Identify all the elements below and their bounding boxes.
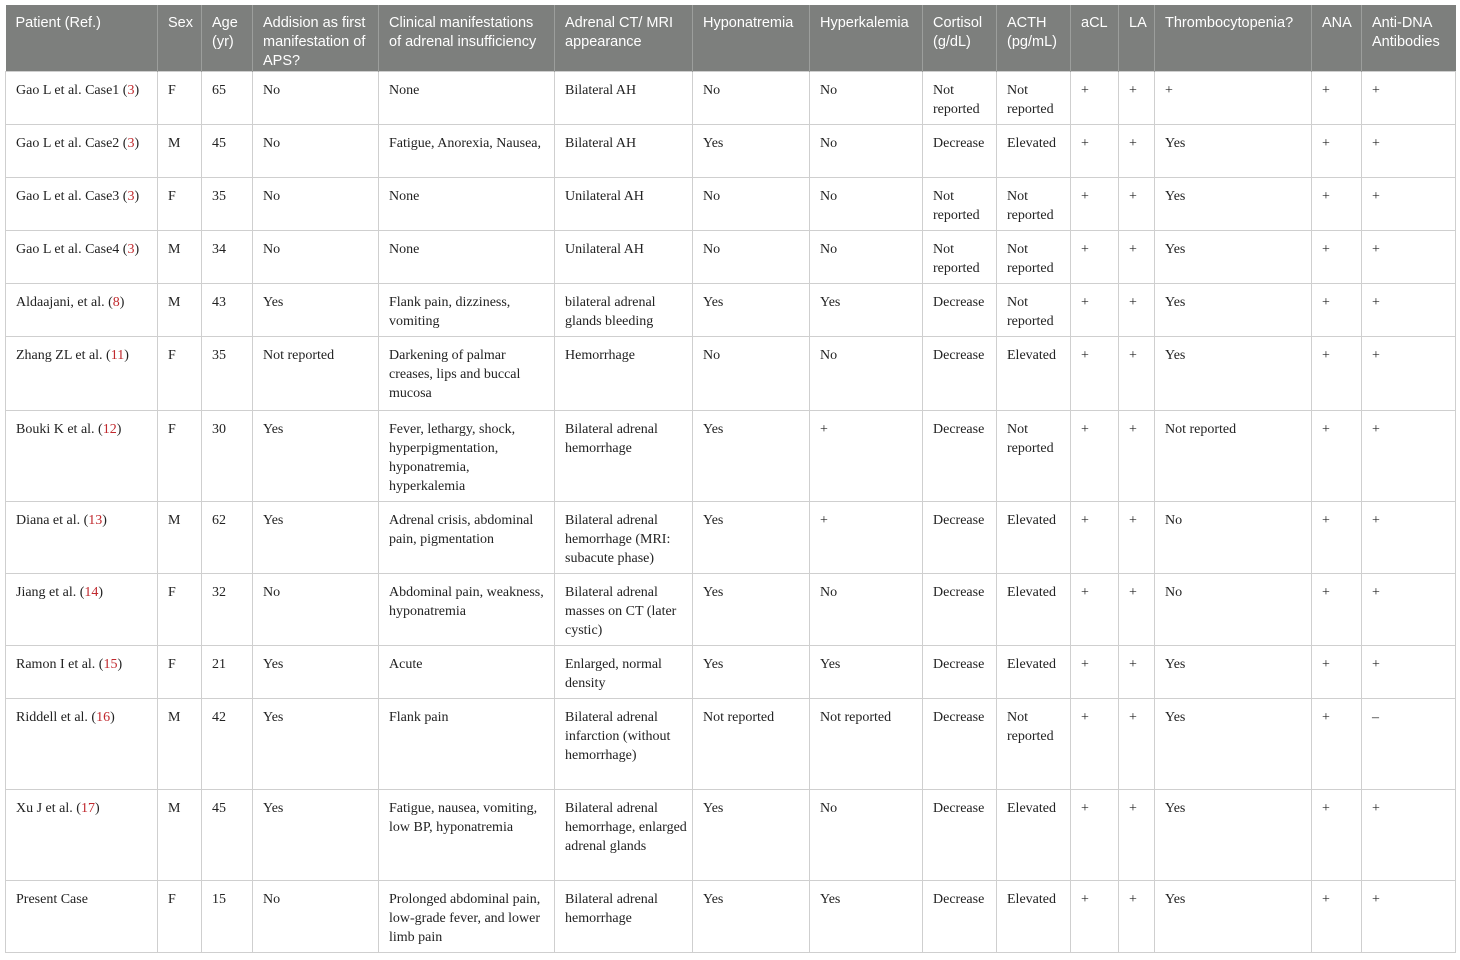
column-header: Sex [158, 5, 202, 72]
reference-close-paren: ) [134, 83, 140, 98]
table-cell: Not reported [997, 284, 1071, 337]
table-cell: + [1362, 72, 1456, 125]
reference-link[interactable]: 16 [96, 710, 111, 725]
table-cell: None [379, 72, 555, 125]
table-cell: Yes [253, 502, 379, 574]
table-cell: Unilateral AH [555, 178, 693, 231]
column-header: Adrenal CT/ MRI appearance [555, 5, 693, 72]
table-cell: F [158, 72, 202, 125]
table-cell: Yes [253, 284, 379, 337]
table-cell: Darkening of palmar creases, lips and buccal mucosa [379, 337, 555, 411]
table-cell: Not reported [997, 72, 1071, 125]
table-cell: + [1155, 72, 1312, 125]
patient-cell [6, 284, 158, 337]
table-cell: + [1312, 337, 1362, 411]
table-cell: + [1312, 72, 1362, 125]
table-cell: Yes [810, 284, 923, 337]
table-cell: Elevated [997, 646, 1071, 699]
table-cell: + [1312, 125, 1362, 178]
patient-name: Gao L et al. Case1 ( [16, 83, 128, 98]
table-cell: + [1071, 231, 1119, 284]
reference-close-paren: ) [110, 710, 115, 725]
table-cell: None [379, 231, 555, 284]
table-cell: Yes [810, 881, 923, 953]
table-cell: No [810, 178, 923, 231]
table-cell: + [1071, 72, 1119, 125]
case-comparison-table [5, 5, 1456, 953]
table-cell: Not reported [923, 72, 997, 125]
patient-name: Ramon I et al. ( [16, 657, 104, 672]
table-cell: + [1071, 790, 1119, 881]
table-row [6, 178, 1456, 231]
table-cell: + [810, 411, 923, 502]
table-cell: 45 [202, 790, 253, 881]
table-cell: Yes [810, 646, 923, 699]
table-cell: Yes [1155, 337, 1312, 411]
table-cell: Decrease [923, 284, 997, 337]
table-cell: Elevated [997, 790, 1071, 881]
table-cell: No [693, 72, 810, 125]
table-header-row [6, 5, 1456, 72]
table-cell: Bilateral adrenal masses on CT (later cystic) [555, 574, 693, 646]
reference-close-paren: ) [116, 422, 122, 437]
reference-close-paren: ) [134, 242, 140, 257]
table-cell: + [1119, 881, 1155, 953]
table-cell: + [1312, 881, 1362, 953]
column-header: Anti-DNA Antibodies [1362, 5, 1456, 72]
table-cell: bilateral adrenal glands bleeding [555, 284, 693, 337]
table-cell: + [1071, 574, 1119, 646]
table-cell: Elevated [997, 502, 1071, 574]
patient-name: Aldaajani, et al. ( [16, 295, 113, 310]
table-cell: Decrease [923, 411, 997, 502]
table-cell: + [1119, 125, 1155, 178]
table-cell: Not reported [810, 699, 923, 790]
table-cell: + [1119, 411, 1155, 502]
table-cell: + [1119, 790, 1155, 881]
reference-link[interactable]: 14 [84, 585, 99, 600]
table-body [6, 72, 1456, 953]
column-header: LA [1119, 5, 1155, 72]
table-cell: Yes [1155, 125, 1312, 178]
table-cell: + [1071, 411, 1119, 502]
table-cell: No [810, 231, 923, 284]
table-cell: + [1312, 790, 1362, 881]
table-cell: F [158, 574, 202, 646]
table-cell: + [1362, 502, 1456, 574]
table-cell: Elevated [997, 337, 1071, 411]
table-cell: No [810, 574, 923, 646]
table-cell: + [1071, 337, 1119, 411]
column-header: Hyperkalemia [810, 5, 923, 72]
table-cell: 21 [202, 646, 253, 699]
table-row [6, 699, 1456, 790]
reference-link[interactable]: 3 [127, 83, 135, 98]
table-cell: 35 [202, 178, 253, 231]
table-cell: Unilateral AH [555, 231, 693, 284]
table-cell: No [253, 125, 379, 178]
table-cell: Enlarged, normal density [555, 646, 693, 699]
table-row [6, 411, 1456, 502]
table-cell: + [1071, 646, 1119, 699]
table-cell: + [1071, 125, 1119, 178]
table-cell: Adrenal crisis, abdominal pain, pigmentation [379, 502, 555, 574]
patient-cell [6, 881, 158, 953]
table-cell: Decrease [923, 125, 997, 178]
table-cell: Yes [693, 881, 810, 953]
column-header: Age (yr) [202, 5, 253, 72]
table-cell: No [810, 337, 923, 411]
patient-cell [6, 337, 158, 411]
reference-close-paren: ) [117, 657, 123, 672]
table-cell: Yes [693, 284, 810, 337]
table-cell: 43 [202, 284, 253, 337]
table-cell: Bilateral adrenal hemorrhage [555, 881, 693, 953]
table-cell: + [1119, 699, 1155, 790]
reference-close-paren: ) [98, 585, 104, 600]
table-cell: 62 [202, 502, 253, 574]
table-row [6, 231, 1456, 284]
table-cell: No [253, 72, 379, 125]
table-cell: Not reported [1155, 411, 1312, 502]
table-cell: 15 [202, 881, 253, 953]
reference-close-paren: ) [102, 513, 107, 528]
reference-close-paren: ) [134, 189, 140, 204]
reference-link[interactable]: 13 [88, 513, 103, 528]
table-cell: M [158, 231, 202, 284]
table-cell: Yes [253, 790, 379, 881]
patient-cell [6, 574, 158, 646]
table-cell: Elevated [997, 574, 1071, 646]
table-cell: + [1362, 125, 1456, 178]
table-cell: Decrease [923, 881, 997, 953]
table-cell: None [379, 178, 555, 231]
patient-cell [6, 411, 158, 502]
column-header: ANA [1312, 5, 1362, 72]
reference-close-paren: ) [94, 801, 100, 816]
table-cell: Elevated [997, 881, 1071, 953]
table-cell: No [1155, 574, 1312, 646]
table-cell: Not reported [997, 231, 1071, 284]
table-cell: 35 [202, 337, 253, 411]
table-cell: Decrease [923, 699, 997, 790]
table-cell: + [1312, 502, 1362, 574]
table-cell: + [1119, 231, 1155, 284]
table-cell: + [1362, 284, 1456, 337]
table-cell: Not reported [253, 337, 379, 411]
table-cell: No [693, 337, 810, 411]
table-cell: No [253, 178, 379, 231]
column-header: ACTH (pg/mL) [997, 5, 1071, 72]
table-cell: Not reported [693, 699, 810, 790]
table-cell: Yes [693, 125, 810, 178]
table-cell: Decrease [923, 337, 997, 411]
table-cell: + [1119, 72, 1155, 125]
table-cell: Yes [1155, 646, 1312, 699]
table-cell: 42 [202, 699, 253, 790]
patient-cell [6, 502, 158, 574]
table-cell: + [1071, 178, 1119, 231]
patient-cell [6, 178, 158, 231]
reference-link[interactable]: 15 [103, 657, 118, 672]
table-cell: F [158, 178, 202, 231]
table-cell: Fatigue, nausea, vomiting, low BP, hyponatremia [379, 790, 555, 881]
reference-link[interactable]: 12 [102, 422, 117, 437]
table-cell: No [1155, 502, 1312, 574]
table-cell: No [810, 125, 923, 178]
table-cell: No [693, 178, 810, 231]
table-cell: F [158, 337, 202, 411]
column-header: Clinical manifestations of adrenal insufficiency [379, 5, 555, 72]
table-cell: Yes [693, 411, 810, 502]
table-cell: + [1071, 881, 1119, 953]
table-cell: Fever, lethargy, shock, hyperpigmentation, hyponatremia, hyperkalemia [379, 411, 555, 502]
table-cell: + [1362, 178, 1456, 231]
table-row [6, 125, 1456, 178]
table-cell: + [1071, 699, 1119, 790]
table-cell: + [1119, 574, 1155, 646]
table-cell: No [253, 574, 379, 646]
table-row [6, 502, 1456, 574]
patient-name: Diana et al. ( [16, 513, 89, 528]
table-cell: Yes [1155, 284, 1312, 337]
table-cell: Yes [693, 574, 810, 646]
table-row [6, 881, 1456, 953]
table-cell: Yes [693, 790, 810, 881]
table-cell: + [1312, 699, 1362, 790]
table-cell: M [158, 790, 202, 881]
table-cell: + [1071, 284, 1119, 337]
table-row [6, 284, 1456, 337]
table-cell: No [693, 231, 810, 284]
reference-link[interactable]: 17 [80, 801, 95, 816]
table-cell: Flank pain [379, 699, 555, 790]
table-row [6, 574, 1456, 646]
table-cell: Not reported [997, 178, 1071, 231]
reference-link[interactable]: 8 [112, 295, 120, 310]
table-cell: Decrease [923, 574, 997, 646]
table-cell: Decrease [923, 502, 997, 574]
table-cell: Prolonged abdominal pain, low-grade fever, and lower limb pain [379, 881, 555, 953]
table-cell: Elevated [997, 125, 1071, 178]
table-cell: + [1362, 646, 1456, 699]
column-header: Addision as first manifestation of APS? [253, 5, 379, 72]
table-cell: No [810, 72, 923, 125]
table-cell: + [1119, 284, 1155, 337]
reference-link[interactable]: 3 [127, 189, 135, 204]
table-cell: Yes [1155, 699, 1312, 790]
reference-close-paren: ) [134, 136, 140, 151]
table-cell: Decrease [923, 790, 997, 881]
table-cell: Not reported [923, 178, 997, 231]
patient-cell [6, 646, 158, 699]
table-cell: + [1119, 646, 1155, 699]
table-cell: M [158, 699, 202, 790]
table-cell: No [253, 231, 379, 284]
table-cell: + [1312, 646, 1362, 699]
patient-name: Gao L et al. Case2 ( [16, 136, 128, 151]
table-cell: Yes [1155, 231, 1312, 284]
table-cell: F [158, 646, 202, 699]
table-cell: Bilateral AH [555, 72, 693, 125]
table-cell: F [158, 411, 202, 502]
table-cell: + [1119, 178, 1155, 231]
reference-link[interactable]: 3 [127, 136, 135, 151]
patient-name: Riddell et al. ( [16, 710, 97, 725]
patient-name: Present Case [16, 892, 88, 907]
column-header: Patient (Ref.) [6, 5, 158, 72]
table-cell: + [1119, 502, 1155, 574]
column-header: aCL [1071, 5, 1119, 72]
table-cell: + [810, 502, 923, 574]
table-cell: Hemorrhage [555, 337, 693, 411]
table-cell: Bilateral adrenal hemorrhage [555, 411, 693, 502]
table-cell: + [1071, 502, 1119, 574]
table-cell: 32 [202, 574, 253, 646]
table-cell: + [1119, 337, 1155, 411]
table-row [6, 337, 1456, 411]
table-cell: + [1312, 411, 1362, 502]
patient-name: Bouki K et al. ( [16, 422, 103, 437]
patient-cell [6, 699, 158, 790]
table-cell: Bilateral AH [555, 125, 693, 178]
reference-close-paren: ) [119, 295, 125, 310]
table-cell: Bilateral adrenal infarction (without hemorrhage) [555, 699, 693, 790]
reference-link[interactable]: 11 [110, 348, 125, 363]
table-row [6, 790, 1456, 881]
table-cell: 34 [202, 231, 253, 284]
table-cell: Yes [1155, 790, 1312, 881]
table-cell: Yes [1155, 178, 1312, 231]
table-row [6, 646, 1456, 699]
table-cell: Yes [253, 646, 379, 699]
table-cell: 65 [202, 72, 253, 125]
patient-name: Gao L et al. Case4 ( [16, 242, 128, 257]
reference-link[interactable]: 3 [127, 242, 135, 257]
table-cell: + [1362, 881, 1456, 953]
table-cell: Fatigue, Anorexia, Nausea, [379, 125, 555, 178]
table-cell: Yes [253, 411, 379, 502]
table-cell: No [253, 881, 379, 953]
table-cell: No [810, 790, 923, 881]
patient-cell [6, 231, 158, 284]
column-header: Hyponatremia [693, 5, 810, 72]
column-header: Thrombocytopenia? [1155, 5, 1312, 72]
table-cell: M [158, 284, 202, 337]
table-cell: Bilateral adrenal hemorrhage (MRI: subacute phase) [555, 502, 693, 574]
table-cell: + [1362, 231, 1456, 284]
patient-cell [6, 125, 158, 178]
table-cell: Flank pain, dizziness, vomiting [379, 284, 555, 337]
table-cell: + [1362, 790, 1456, 881]
table-cell: + [1362, 574, 1456, 646]
table-cell: – [1362, 699, 1456, 790]
patient-name: Zhang ZL et al. ( [16, 348, 111, 363]
table-cell: Yes [253, 699, 379, 790]
table-cell: Yes [1155, 881, 1312, 953]
table-cell: + [1312, 574, 1362, 646]
reference-close-paren: ) [124, 348, 129, 363]
table-cell: 45 [202, 125, 253, 178]
patient-cell [6, 72, 158, 125]
patient-cell [6, 790, 158, 881]
table-cell: + [1312, 178, 1362, 231]
column-header: Cortisol (g/dL) [923, 5, 997, 72]
table-cell: Not reported [997, 699, 1071, 790]
patient-name: Jiang et al. ( [16, 585, 85, 600]
table-cell: Not reported [997, 411, 1071, 502]
table-cell: + [1312, 284, 1362, 337]
table-cell: M [158, 125, 202, 178]
table-cell: Yes [693, 502, 810, 574]
table-cell: Not reported [923, 231, 997, 284]
patient-name: Xu J et al. ( [16, 801, 81, 816]
table-cell: Abdominal pain, weakness, hyponatremia [379, 574, 555, 646]
patient-name: Gao L et al. Case3 ( [16, 189, 128, 204]
table-cell: 30 [202, 411, 253, 502]
table-cell: Acute [379, 646, 555, 699]
table-cell: M [158, 502, 202, 574]
table-cell: + [1362, 411, 1456, 502]
table-cell: F [158, 881, 202, 953]
table-row [6, 72, 1456, 125]
table-cell: Bilateral adrenal hemorrhage, enlarged adrenal glands [555, 790, 693, 881]
table-cell: + [1312, 231, 1362, 284]
table-cell: Yes [693, 646, 810, 699]
table-cell: Decrease [923, 646, 997, 699]
table-cell: + [1362, 337, 1456, 411]
